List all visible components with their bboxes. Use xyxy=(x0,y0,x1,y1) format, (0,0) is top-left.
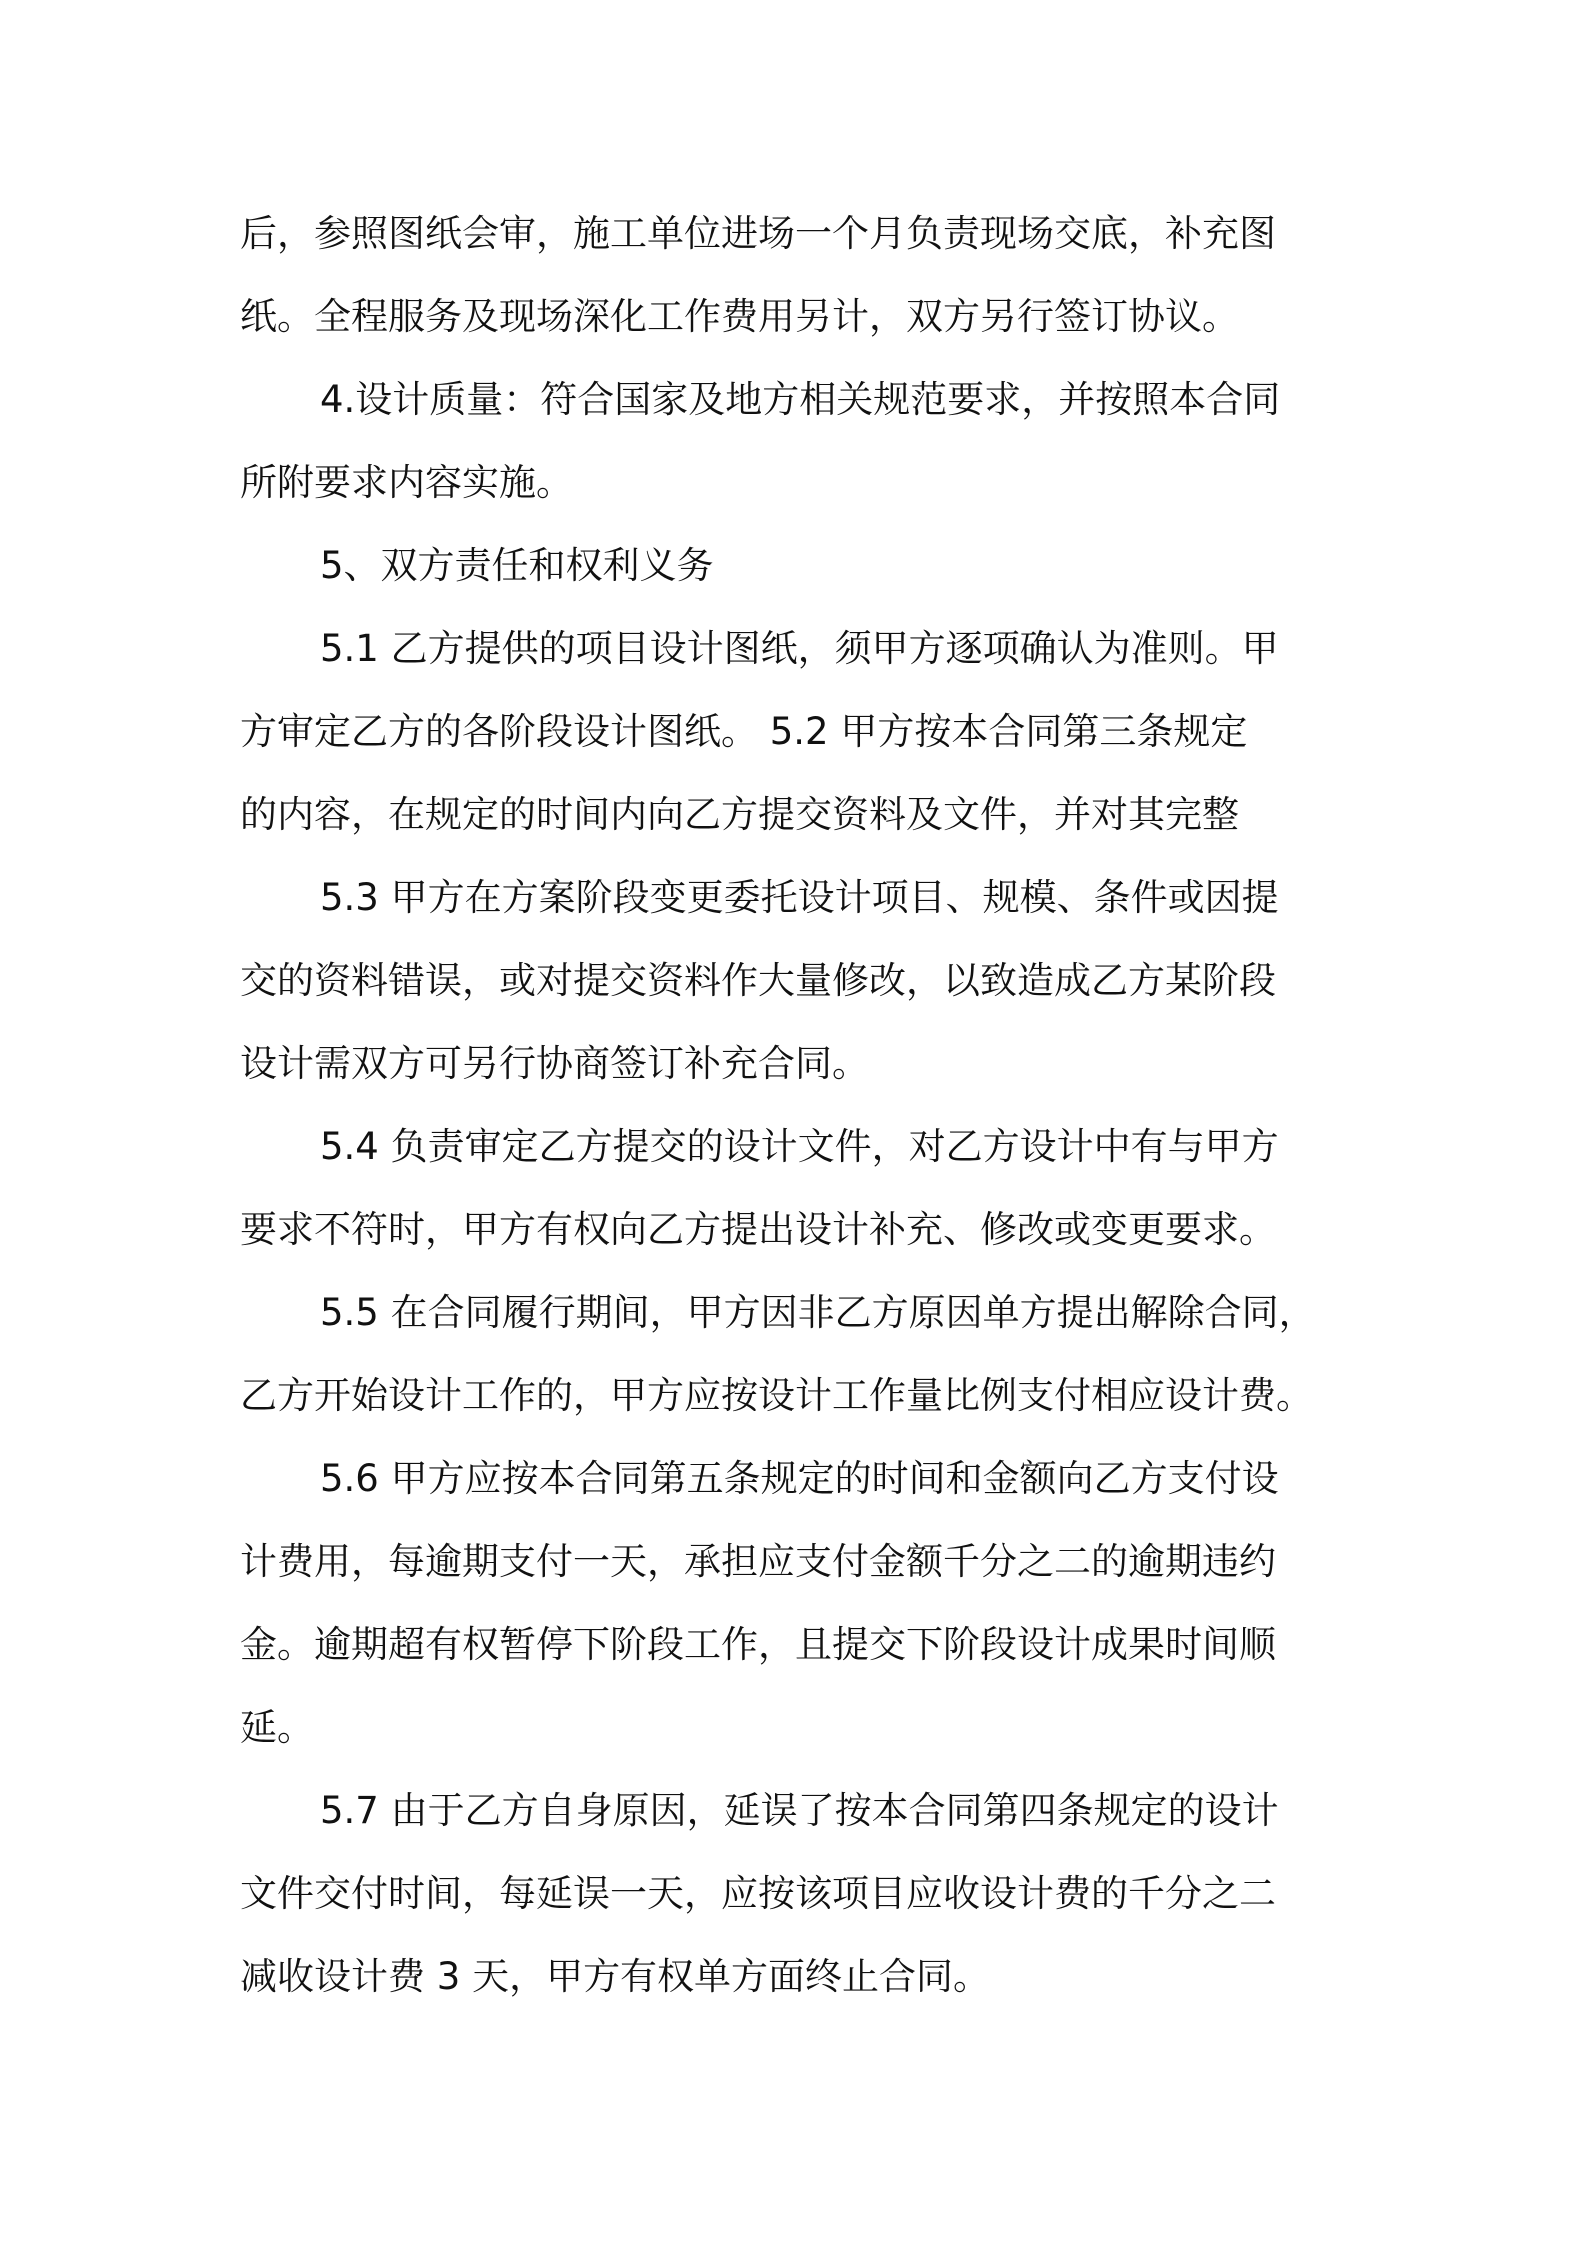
text-line: 5.6 甲方应按本合同第五条规定的时间和金额向乙方支付设 xyxy=(320,1457,1279,1500)
text-line: 延。 xyxy=(240,1706,314,1749)
text-line: 乙方开始设计工作的，甲方应按设计工作量比例支付相应设计费。 xyxy=(240,1374,1313,1417)
text-line: 计费用，每逾期支付一天，承担应支付金额千分之二的逾期违约 xyxy=(240,1540,1276,1583)
text-line: 要求不符时，甲方有权向乙方提出设计补充、修改或变更要求。 xyxy=(240,1208,1276,1251)
paragraph-clause-5-4 xyxy=(240,1105,1370,1271)
text-line: 设计需双方可另行协商签订补充合同。 xyxy=(240,1042,869,1085)
document-body xyxy=(240,192,1370,2018)
text-line: 5.1 乙方提供的项目设计图纸，须甲方逐项确认为准则。甲 xyxy=(320,627,1279,670)
text-line: 减收设计费 3 天，甲方有权单方面终止合同。 xyxy=(240,1955,991,1998)
text-line: 5、双方责任和权利义务 xyxy=(320,544,714,587)
text-line: 5.7 由于乙方自身原因，延误了按本合同第四条规定的设计 xyxy=(320,1789,1279,1832)
paragraph-clause-5-7 xyxy=(240,1769,1370,2018)
text-line: 4.设计质量：符合国家及地方相关规范要求，并按照本合同 xyxy=(320,378,1281,421)
text-line: 所附要求内容实施。 xyxy=(240,461,573,504)
text-line: 方审定乙方的各阶段设计图纸。 5.2 甲方按本合同第三条规定 xyxy=(240,710,1248,753)
paragraph-clause-5-5 xyxy=(240,1271,1370,1437)
text-line: 5.5 在合同履行期间，甲方因非乙方原因单方提出解除合同， xyxy=(320,1291,1316,1334)
text-line: 后，参照图纸会审，施工单位进场一个月负责现场交底，补充图 xyxy=(240,212,1276,255)
section-heading-responsibilities xyxy=(240,524,1370,607)
paragraph-clause-5-1 xyxy=(240,607,1370,856)
paragraph-continuation xyxy=(240,192,1370,358)
paragraph-clause-5-3 xyxy=(240,856,1370,1105)
text-line: 金。逾期超有权暂停下阶段工作，且提交下阶段设计成果时间顺 xyxy=(240,1623,1276,1666)
text-line: 的内容，在规定的时间内向乙方提交资料及文件，并对其完整 xyxy=(240,793,1239,836)
text-line: 交的资料错误，或对提交资料作大量修改，以致造成乙方某阶段 xyxy=(240,959,1276,1002)
paragraph-design-quality xyxy=(240,358,1370,524)
paragraph-clause-5-6 xyxy=(240,1437,1370,1769)
text-line: 文件交付时间，每延误一天，应按该项目应收设计费的千分之二 xyxy=(240,1872,1276,1915)
text-line: 5.3 甲方在方案阶段变更委托设计项目、规模、条件或因提 xyxy=(320,876,1279,919)
text-line: 5.4 负责审定乙方提交的设计文件，对乙方设计中有与甲方 xyxy=(320,1125,1279,1168)
text-line: 纸。全程服务及现场深化工作费用另计，双方另行签订协议。 xyxy=(240,295,1239,338)
